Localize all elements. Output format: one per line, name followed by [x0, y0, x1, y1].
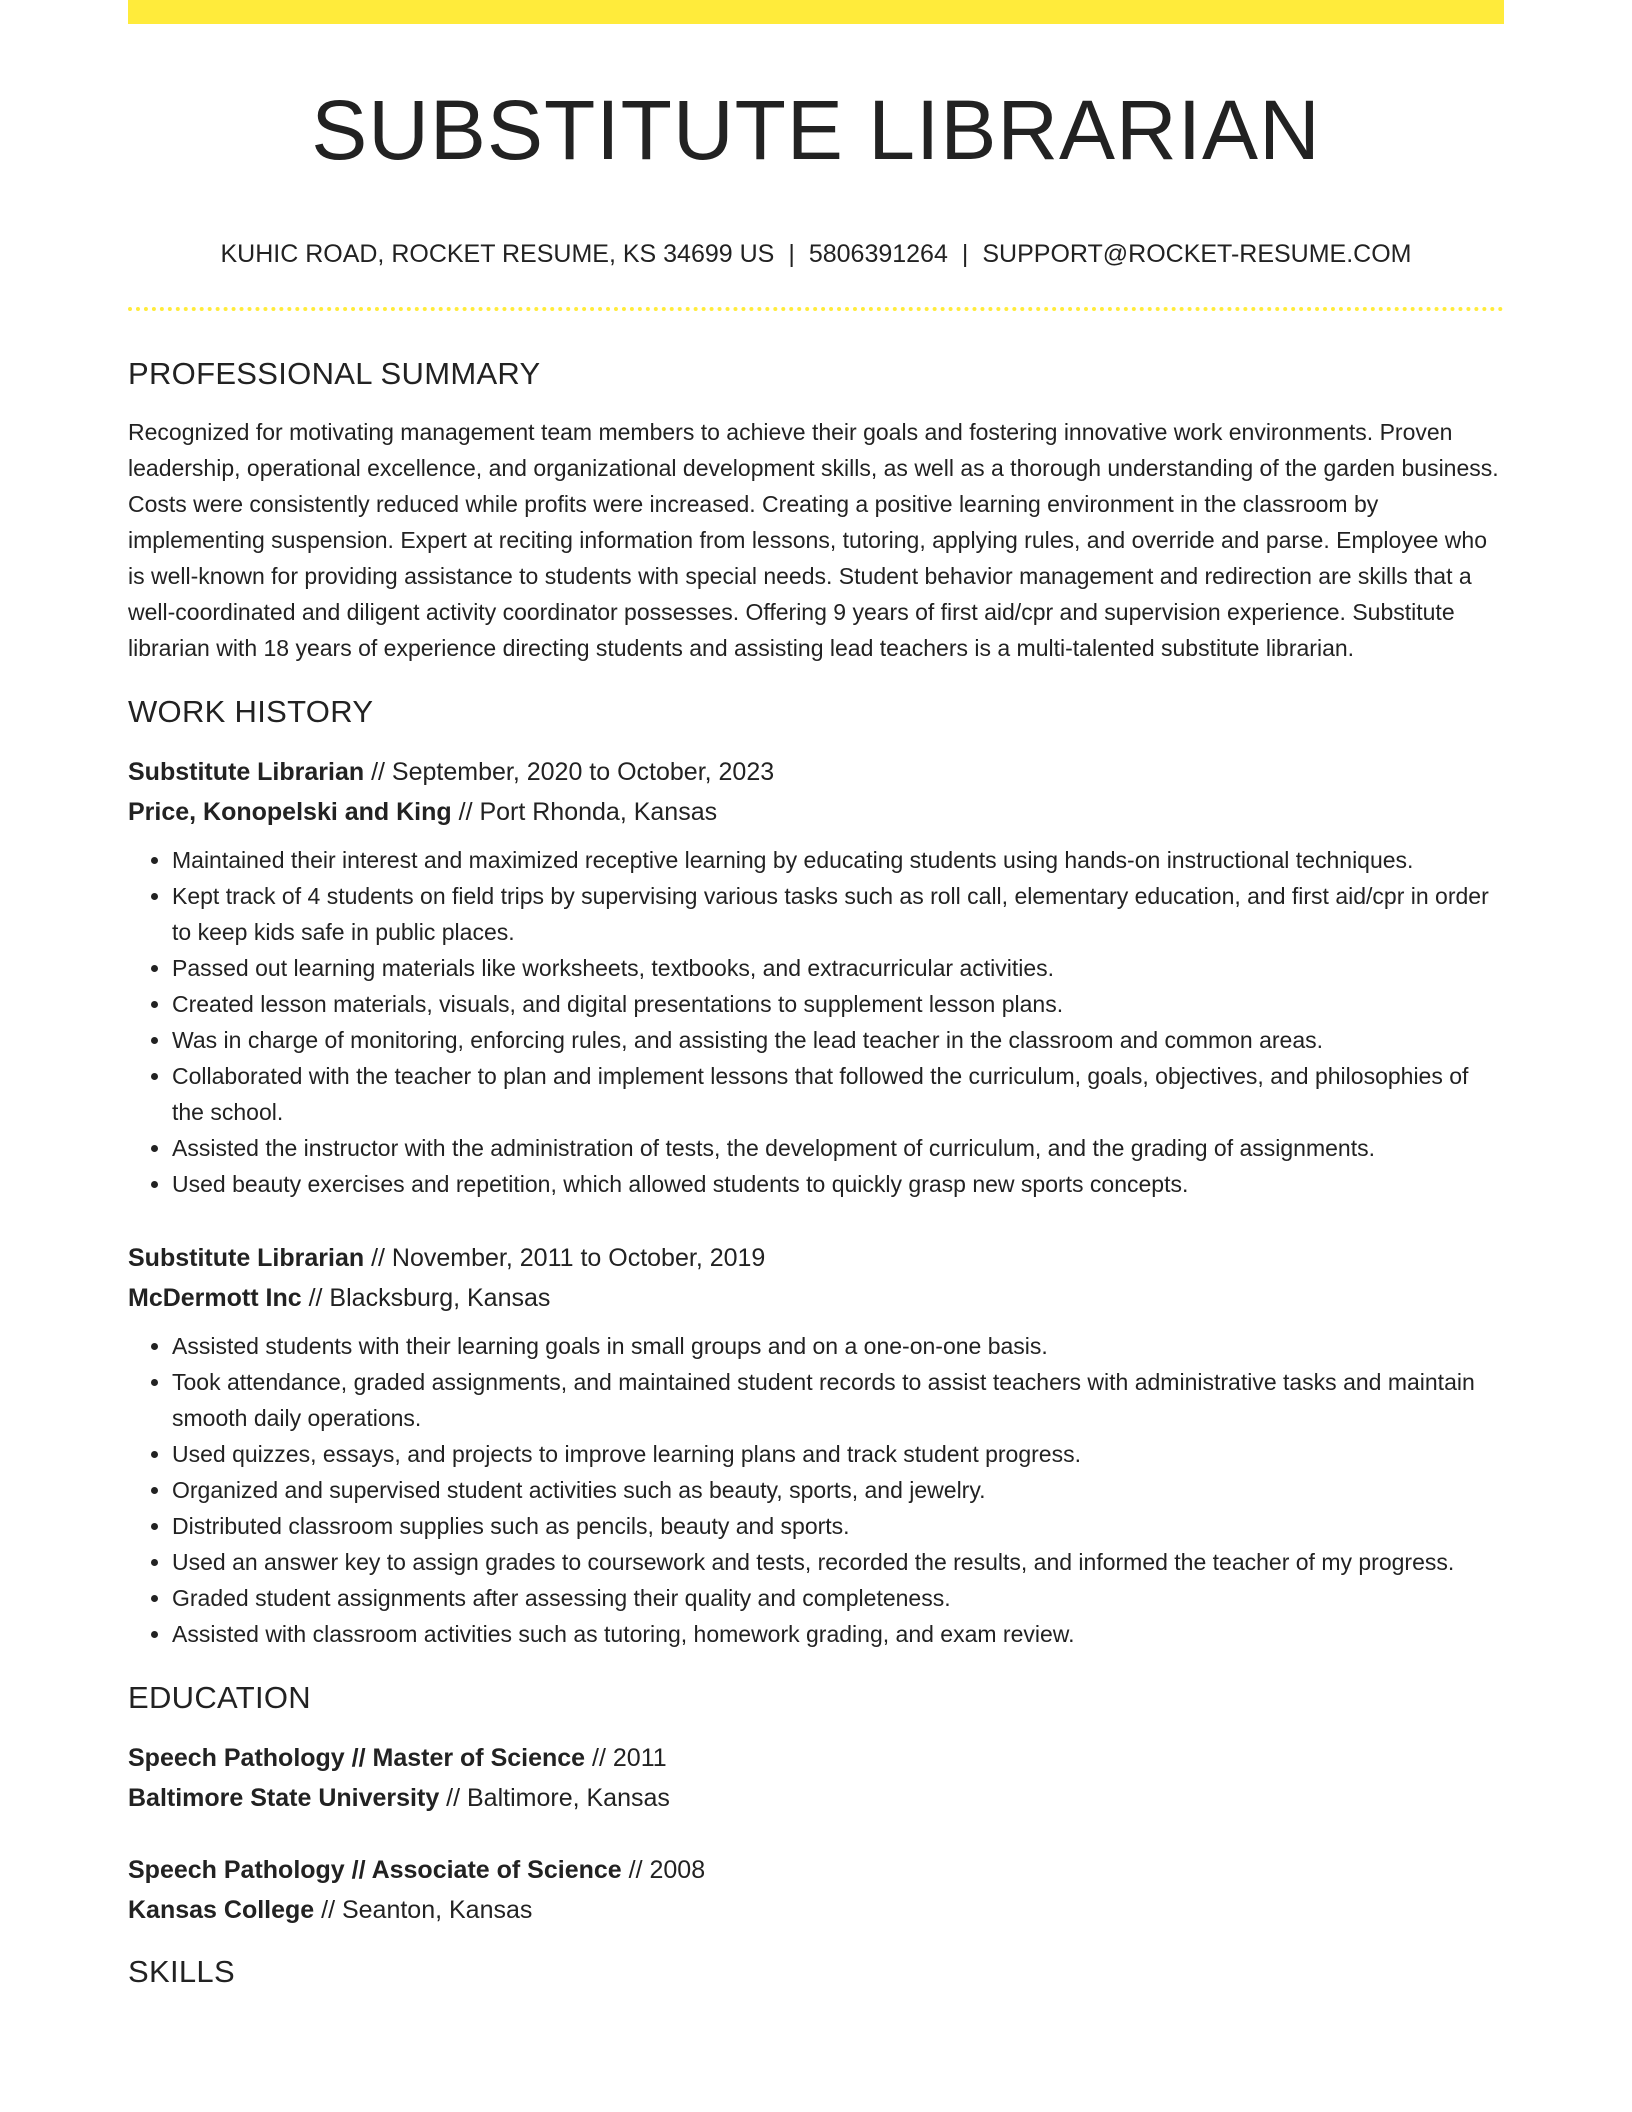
- school-location: // Seanton, Kansas: [321, 1896, 533, 1924]
- job-entry: [128, 1238, 1504, 1652]
- contact-address: KUHIC ROAD, ROCKET RESUME, KS 34699 US: [220, 240, 775, 268]
- job-bullet: • Was in charge of monitoring, enforcing rules, and assisting the lead teacher in the classroom and common areas.: [172, 1022, 1504, 1058]
- job-entry: [128, 752, 1504, 1202]
- job-company-line: [128, 1278, 1504, 1318]
- job-title: Substitute Librarian: [128, 1244, 365, 1272]
- degree-line: [128, 1738, 1504, 1778]
- contact-phone: 5806391264: [808, 240, 948, 268]
- job-company-line: [128, 792, 1504, 832]
- job-bullet: • Assisted students with their learning goals in small groups and on a one-on-one basis.: [172, 1328, 1504, 1364]
- job-bullet: • Passed out learning materials like worksheets, textbooks, and extracurricular activities.: [172, 950, 1504, 986]
- education-section: [128, 1676, 1504, 1930]
- job-bullet: • Used beauty exercises and repetition, which allowed students to quickly grasp new sports concepts.: [172, 1166, 1504, 1202]
- school-location: // Baltimore, Kansas: [446, 1784, 670, 1812]
- skills-heading: SKILLS: [128, 1954, 235, 1989]
- job-bullet: • Kept track of 4 students on field trips by supervising various tasks such as roll call, elementary education, and first aid/cpr in order to keep kids safe in public places.: [172, 878, 1504, 950]
- resume-body: [128, 352, 1504, 1994]
- job-bullet: • Used an answer key to assign grades to coursework and tests, recorded the results, and informed the teacher of my progress.: [172, 1544, 1504, 1580]
- accent-top-bar: [128, 0, 1504, 24]
- job-location: // Blacksburg, Kansas: [308, 1284, 551, 1312]
- contact-line: [128, 236, 1504, 272]
- job-bullet: • Maintained their interest and maximized receptive learning by educating students using hands-on instructional techniques.: [172, 842, 1504, 878]
- job-bullet: • Assisted the instructor with the administration of tests, the development of curriculum, and the grading of assignments.: [172, 1130, 1504, 1166]
- job-dates: // November, 2011 to October, 2019: [371, 1244, 766, 1272]
- dotted-divider: [128, 307, 1504, 311]
- job-title: Substitute Librarian: [128, 758, 365, 786]
- school: Baltimore State University: [128, 1784, 440, 1812]
- school-line: [128, 1778, 1504, 1818]
- job-bullet: • Took attendance, graded assignments, and maintained student records to assist teachers with administrative tasks and maintain smooth daily operations.: [172, 1364, 1504, 1436]
- job-company: McDermott Inc: [128, 1284, 302, 1312]
- work-history-section: [128, 690, 1504, 1652]
- work-history-heading: WORK HISTORY: [128, 694, 374, 729]
- degree: Speech Pathology // Master of Science: [128, 1744, 586, 1772]
- job-bullets: [128, 1328, 1504, 1652]
- job-location: // Port Rhonda, Kansas: [458, 798, 718, 826]
- job-bullet: • Collaborated with the teacher to plan and implement lessons that followed the curriculum, goals, objectives, and philosophies of the school.: [172, 1058, 1504, 1130]
- job-company: Price, Konopelski and King: [128, 798, 452, 826]
- degree-line: [128, 1850, 1504, 1890]
- job-bullet: • Organized and supervised student activities such as beauty, sports, and jewelry.: [172, 1472, 1504, 1508]
- job-bullet: • Distributed classroom supplies such as pencils, beauty and sports.: [172, 1508, 1504, 1544]
- degree-year: // 2008: [628, 1856, 706, 1884]
- job-bullet: • Graded student assignments after assessing their quality and completeness.: [172, 1580, 1504, 1616]
- job-dates: // September, 2020 to October, 2023: [371, 758, 775, 786]
- summary-heading: PROFESSIONAL SUMMARY: [128, 356, 541, 391]
- job-bullets: [128, 842, 1504, 1202]
- school-line: [128, 1890, 1504, 1930]
- job-bullet: • Created lesson materials, visuals, and digital presentations to supplement lesson plans.: [172, 986, 1504, 1022]
- degree: Speech Pathology // Associate of Science: [128, 1856, 622, 1884]
- resume-name: SUBSTITUTE LIBRARIAN: [311, 83, 1321, 177]
- school: Kansas College: [128, 1896, 315, 1924]
- job-title-line: [128, 752, 1504, 792]
- contact-separator: |: [961, 240, 969, 268]
- contact-email: SUPPORT@ROCKET-RESUME.COM: [982, 240, 1412, 268]
- contact-separator: |: [788, 240, 795, 268]
- degree-year: // 2011: [592, 1744, 667, 1772]
- job-title-line: [128, 1238, 1504, 1278]
- education-heading: EDUCATION: [128, 1680, 311, 1715]
- summary-text: Recognized for motivating management team members to achieve their goals and fostering innovative work environments. Proven leadership, operational excellence, and organizational development skills, as well as a thorough understanding of the garden business. Costs were consistently reduced while profits were increased. Creating a positive learning environment in the classroom by implementing suspension. Expert at reciting information from lessons, tutoring, applying rules, and override and parse. Employee who is well-known for providing assistance to students with special needs. Student behavior management and redirection are skills that a well-coordinated and diligent activity coordinator possesses. Offering 9 years of first aid/cpr and supervision experience. Substitute librarian with 18 years of experience directing students and assisting lead teachers is a multi-talented substitute librarian.: [128, 419, 1499, 661]
- job-bullet: • Assisted with classroom activities such as tutoring, homework grading, and exam review.: [172, 1616, 1504, 1652]
- job-bullet: • Used quizzes, essays, and projects to improve learning plans and track student progress.: [172, 1436, 1504, 1472]
